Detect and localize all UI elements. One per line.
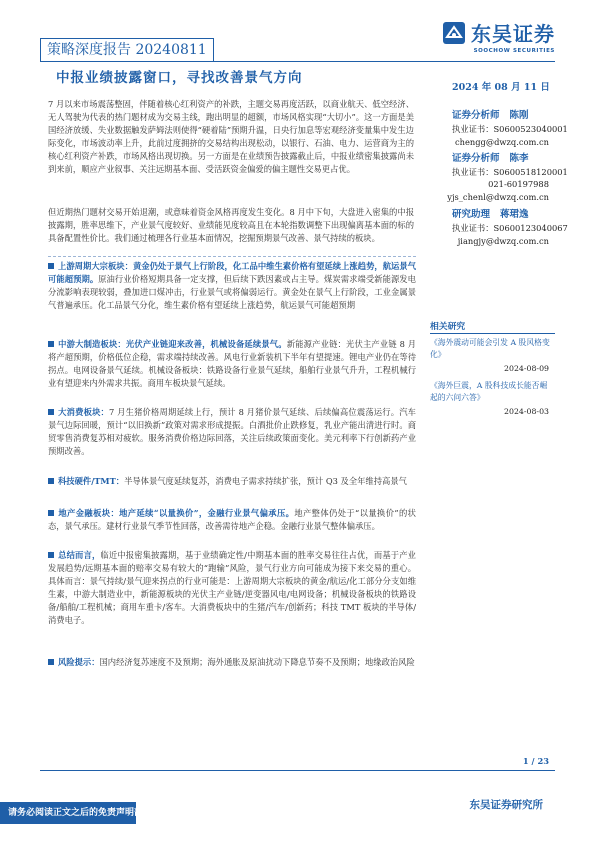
related-item-1[interactable]: 《海外震动可能会引发 A 股风格变化》 (430, 338, 550, 359)
intro-paragraph-1: 7 月以来市场震荡整固，伴随着核心红利资产的补跌，主题交易再度活跃，以商业航天、低空经济、无人驾驶为代表的热门题材成为交易主线，跑出明显的超额，市场风格实现“大切小”。这一方面是美国经济放缓、失业数据触发萨姆法则使得“硬着陆”预期升温，日央行加息等宏观经济变量集中发生边际变化，市场波动率上升，此前过度拥挤的交易结构出现松动，以银行、石油、电力、运营商为主的核心红利资产补跌，市场风格出现切换。另一方面是在业绩预告披露截止后，中报业绩密集披露尚未到来前，顺应产业叙事、关注远期基本面、受活跃资金偏爱的偏主题性交易更占优。 (48, 99, 414, 174)
bullet-tmt: 科技硬件/TMT：半导体景气度延续复苏，消费电子需求持续扩张，预计 Q3 及全年维持高景气 (48, 475, 416, 488)
bullet-square-icon (48, 341, 54, 347)
analyst-3-cert: 执业证书：S0600123040067 (452, 223, 568, 233)
analyst-2-heading: 证券分析师 陈李 (452, 153, 529, 164)
related-item-2-date: 2024-08-03 (504, 407, 549, 416)
page-number: 1 / 23 (522, 756, 549, 766)
section-divider (48, 256, 416, 257)
disclaimer-banner: 请务必阅读正文之后的免责声明部分 (0, 802, 136, 824)
bullet-midstream: 中游大制造板块：光伏产业链迎来改善，机械设备延续景气。新能源产业链：光伏主产业链 8 月将产超预期，价格低位企稳，需求端持续改善。风电行业新装机下半年有望提速。锂电产业仍在等待拐点。电网设备景气延续。机械设备板块：铁路设备行业景气延续，船舶行业景气升升，工程机械行业有望迎来内外需求共振。商用车板块景气延续。 (48, 339, 416, 388)
analyst-2-phone: 021-60197988 (488, 179, 549, 189)
brand-logo-block (442, 18, 555, 54)
analyst-2-cert: 执业证书：S0600518120001 (452, 167, 568, 177)
bullet-square-icon (48, 478, 54, 484)
bullet-upstream: 上游周期大宗板块：黄金仍处于景气上行阶段，化工品中维生素价格有望延续上涨趋势，航运景气可能超预期。原油行业价格短期具备一定支撑，但后续下跌因素或占主导。煤炭需求端受新能源发电分流影响表现较弱，叠加进口煤冲击，行业景气或将偏弱运行。黄金处在景气上行阶段，工业金属景气普遍承压。化工品景气分化，维生素价格有望延续上涨趋势，航运景气可能超预期 (48, 261, 416, 310)
related-item-2[interactable]: 《海外巨震，A 股科技成长能否崛起的六问六答》 (430, 381, 548, 402)
brand-logo-icon (442, 21, 466, 45)
related-research-rule (430, 333, 555, 334)
report-date: 2024 年 08 月 11 日 (452, 82, 550, 93)
footer-rule (40, 770, 555, 771)
intro-paragraph-2: 但近期热门题材交易开始退潮，或意味着资金风格再度发生变化。8 月中下旬，大盘进入密集的中报披露期，胜率思维下，产业景气度较好、业绩能见度较高且在本轮指数调整下出现偏离基本面的标的具备配置性价比。我们通过梳理各行业基本面情况，挖掘预期景气改善、景气持续的板块。 (48, 207, 414, 243)
related-research-title: 相关研究 (430, 322, 466, 332)
bullet-square-icon (48, 659, 54, 665)
bullet-square-icon (48, 510, 54, 516)
brand-name-en: SOOCHOW SECURITIES (473, 48, 555, 54)
bullet-property-finance: 地产金融板块：地产延续“以量换价”，金融行业景气偏承压。地产整体仍处于“以量换价”的状态，景气承压。建材行业景气季节性回落，改善需待地产企稳。金融行业景气整体偏承压。 (48, 508, 416, 531)
footer-organization: 东吴证券研究所 (469, 799, 543, 811)
report-headline: 中报业绩披露窗口，寻找改善景气方向 (56, 70, 303, 86)
analyst-1-email: chengg@dwzq.com.cn (454, 137, 549, 147)
bullet-square-icon (48, 263, 54, 269)
analyst-1-cert: 执业证书：S0600523040001 (452, 124, 568, 134)
analyst-1-heading: 证券分析师 陈刚 (452, 110, 529, 121)
bullet-square-icon (48, 409, 54, 415)
analyst-2-email: yjs_chenl@dwzq.com.cn (447, 192, 549, 202)
analyst-3-heading: 研究助理 蒋珺逸 (452, 209, 529, 220)
brand-name-cn: 东吴证券 (471, 22, 555, 46)
bullet-square-icon (48, 552, 54, 558)
analyst-3-email: jiangjy@dwzq.com.cn (457, 236, 549, 246)
related-item-1-date: 2024-08-09 (504, 364, 549, 373)
bullet-risk: 风险提示：国内经济复苏速度不及预期；海外通胀及原油扰动下降息节奏不及预期；地缘政治风险 (48, 656, 416, 669)
header-rule (40, 61, 555, 62)
report-type-tag: 策略深度报告 20240811 (40, 38, 214, 62)
bullet-consumer: 大消费板块：7 月生猪价格周期延续上行，预计 8 月猪价景气延续、后续偏高位震荡运行。汽车景气边际回暖，预计“以旧换新”政策对需求形成提振。白酒批价止跌修复，乳业产能出清进行时。商贸零售消费复苏相对疲软。服务消费价格边际回落，关注后续政策面变化。美元利率下行创新药产业预期改善。 (48, 407, 416, 456)
bullet-summary: 总结而言，临近中报密集披露期，基于业绩确定性/中期基本面的胜率交易往往占优，而基于产业发展趋势/远期基本面的赔率交易有较大的“跑输”风险，景气行业方向可能成为接下来交易的重心。具体而言：景气持续/景气迎来拐点的行业可能是：上游周期大宗板块的黄金/航运/化工部分分支如维生素，中游大制造业中，新能源板块的光伏主产业链/逆变器风电/电网设备；机械设备板块的铁路设备/船舶/工程机械；商用车重卡/客车。大消费板块中的生猪/汽车/创新药；科技 TMT 板块的半导体/消费电子。 (48, 550, 416, 625)
